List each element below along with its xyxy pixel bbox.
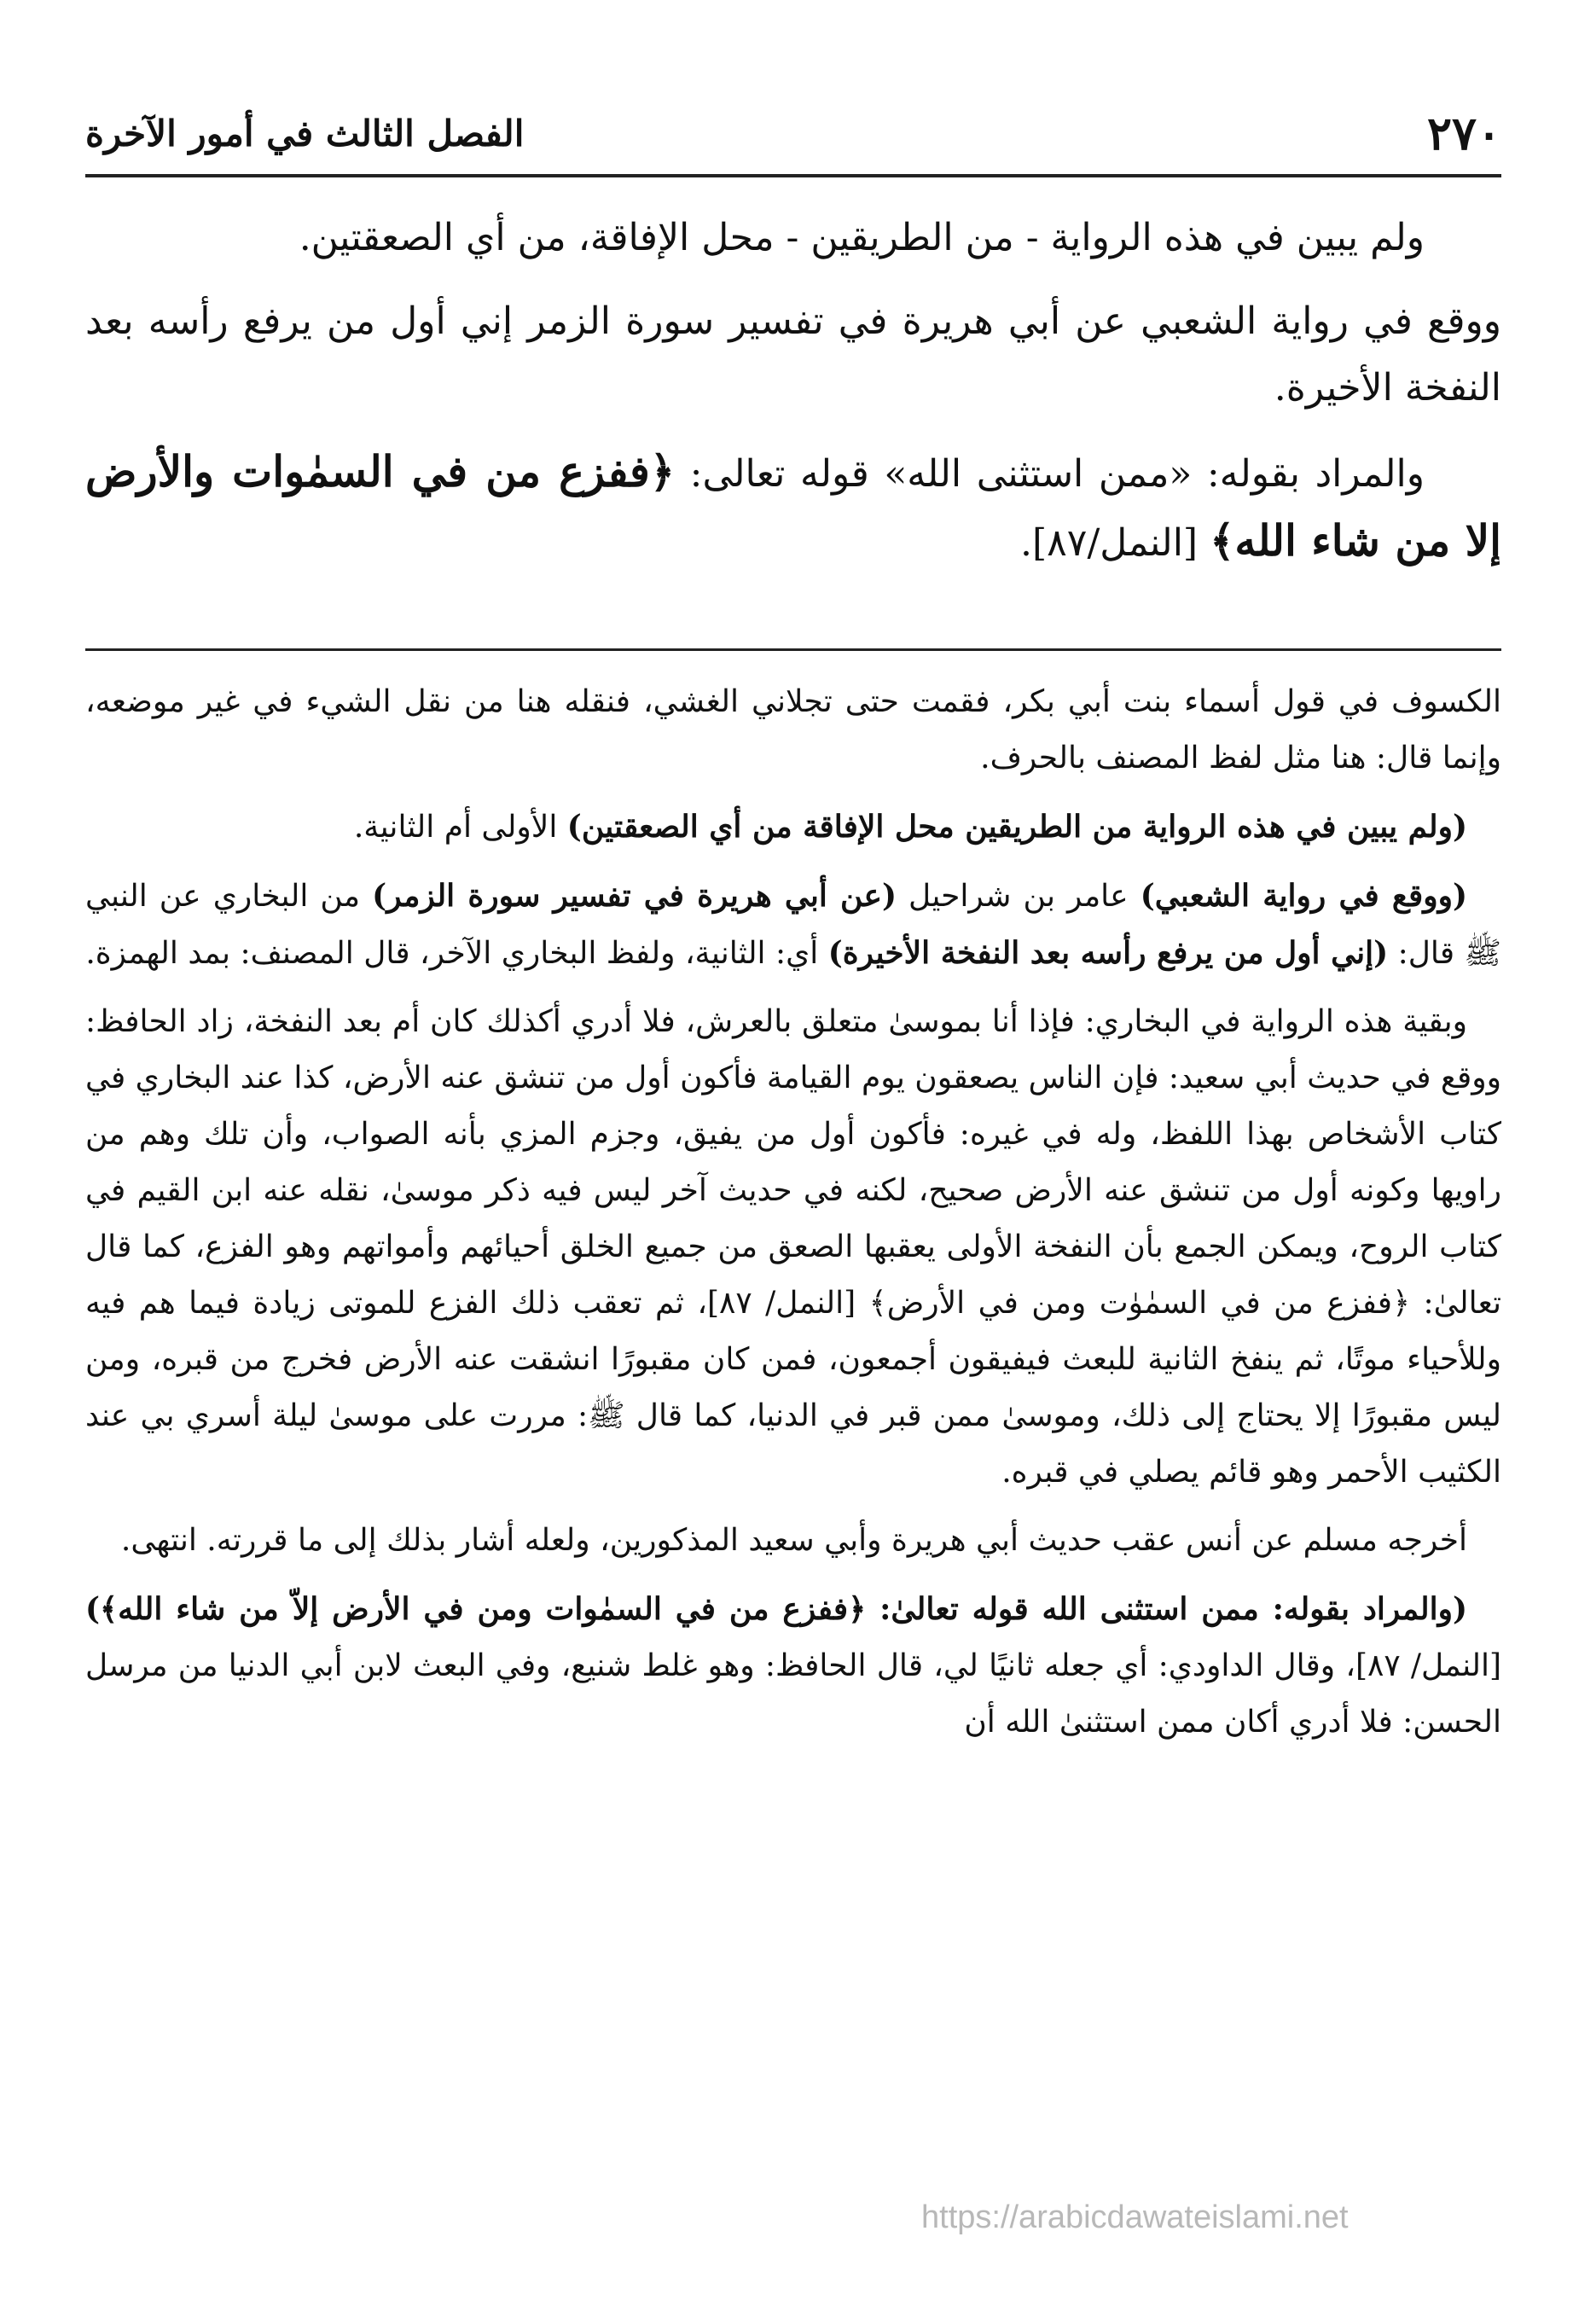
verse-reference: [النمل/٨٧]. [1020, 521, 1210, 565]
matn-paragraph-3 [85, 439, 1501, 577]
quran-verse: ﴿ففزع من في السمٰوات والأرض إلا من شاء الله﴾ [85, 446, 1501, 566]
running-head [85, 102, 1501, 176]
commentary-paragraph-4: وبقية هذه الرواية في البخاري: فإذا أنا بموسىٰ متعلق بالعرش، فلا أدري أكذلك كان أم بعد النفخة، زاد الحافظ: ووقع في حديث أبي سعيد: فإن الناس يصعقون يوم القيامة فأكون أول من تنشق عنه الأرض، كذا عند البخاري في كتاب الأشخاص بهذا اللفظ، وله في غيره: فأكون أول من يفيق، وجزم المزي بأنه الصواب، وأن تلك وهم من راويها وكونه أول من تنشق عنه الأرض صحيح، لكنه في حديث آخر ليس فيه ذكر موسىٰ، نقله عنه ابن القيم في كتاب الروح، ويمكن الجمع بأن النفخة الأولى يعقبها الصعق من جميع الخلق أحيائهم وأمواتهم وهو الفزع، كما قال تعالىٰ: ﴿ففزع من في السمٰوٰت ومن في الأرض﴾ [النمل/ ٨٧]، ثم تعقب ذلك الفزع للموتى زيادة فيما هم فيه وللأحياء موتًا، ثم ينفخ الثانية للبعث فيفيقون أجمعون، فمن كان مقبورًا انشقت عنه الأرض فخرج من قبره، ومن ليس مقبورًا إلا يحتاج إلى ذلك، وموسىٰ ممن قبر في الدنيا، كما قال ﷺ: مررت على موسىٰ ليلة أسري بي عند الكثيب الأحمر وهو قائم يصلي في قبره. [85, 1004, 1501, 1490]
commentary-text-run: عامر بن شراحيل [896, 879, 1141, 914]
quoted-matn: (ولم يبين في هذه الرواية من الطريقين محل الإفاقة من أي الصعقتين) [566, 809, 1467, 845]
quoted-matn: (إني أول من يرفع رأسه بعد النفخة الأخيرة) [827, 935, 1389, 971]
commentary-paragraph-1: الكسوف في قول أسماء بنت أبي بكر، فقمت حتى تجلاني الغشي، فنقله هنا من نقل الشيء في غير موضعه، وإنما قال: هنا مثل لفظ المصنف بالحرف. [85, 684, 1501, 776]
book-page [85, 102, 1501, 2286]
commentary-text-run: من البخاري عن النبي ﷺ قال: [85, 879, 1501, 971]
matn-paragraph-1: ولم يبين في هذه الرواية - من الطريقين - محل الإفاقة، من أي الصعقتين. [299, 216, 1425, 259]
commentary-paragraph-5: أخرجه مسلم عن أنس عقب حديث أبي هريرة وأبي سعيد المذكورين، ولعله أشار بذلك إلى ما قررته. انتهى. [120, 1523, 1467, 1558]
commentary-text-run: الأولى أم الثانية. [353, 810, 567, 845]
commentary-text-run: [النمل/ ٨٧]، وقال الداودي: أي جعله ثانيًا لي، قال الحافظ: وهو غلط شنيع، وفي البعث لابن أبي الدنيا من مرسل الحسن: فلا أدري أكان ممن استثنىٰ الله أن [85, 1648, 1501, 1740]
main-text [85, 205, 1501, 594]
chapter-title: الفصل الثالث في أمور الآخرة [85, 113, 525, 154]
commentary-paragraph-3 [85, 868, 1501, 982]
page-number: ٢٧٠ [1426, 106, 1501, 160]
header-rule [85, 174, 1501, 177]
commentary-text-run: أي: الثانية، ولفظ البخاري الآخر، قال المصنف: بمد الهمزة. [85, 936, 828, 971]
watermark: https://arabicdawateislami.net [921, 2199, 1349, 2235]
commentary-paragraph-2 [85, 799, 1501, 856]
quoted-matn: (والمراد بقوله: ممن استثنى الله قوله تعالىٰ: ﴿ففزع من في السمٰوات ومن في الأرض إلاّ من شاء الله﴾) [85, 1591, 1467, 1627]
quoted-matn: (عن أبي هريرة في تفسير سورة الزمر) [372, 878, 897, 914]
commentary-text [85, 674, 1501, 1763]
commentary-separator [85, 648, 1501, 651]
matn-paragraph-2: ووقع في رواية الشعبي عن أبي هريرة في تفسير سورة الزمر إني أول من يرفع رأسه بعد النفخة الأخيرة. [85, 299, 1501, 410]
quoted-matn: (ووقع في رواية الشعبي) [1140, 878, 1468, 914]
commentary-paragraph-6 [85, 1581, 1501, 1751]
matn-text: والمراد بقوله: «ممن استثنى الله» قوله تعالى: [675, 452, 1425, 496]
